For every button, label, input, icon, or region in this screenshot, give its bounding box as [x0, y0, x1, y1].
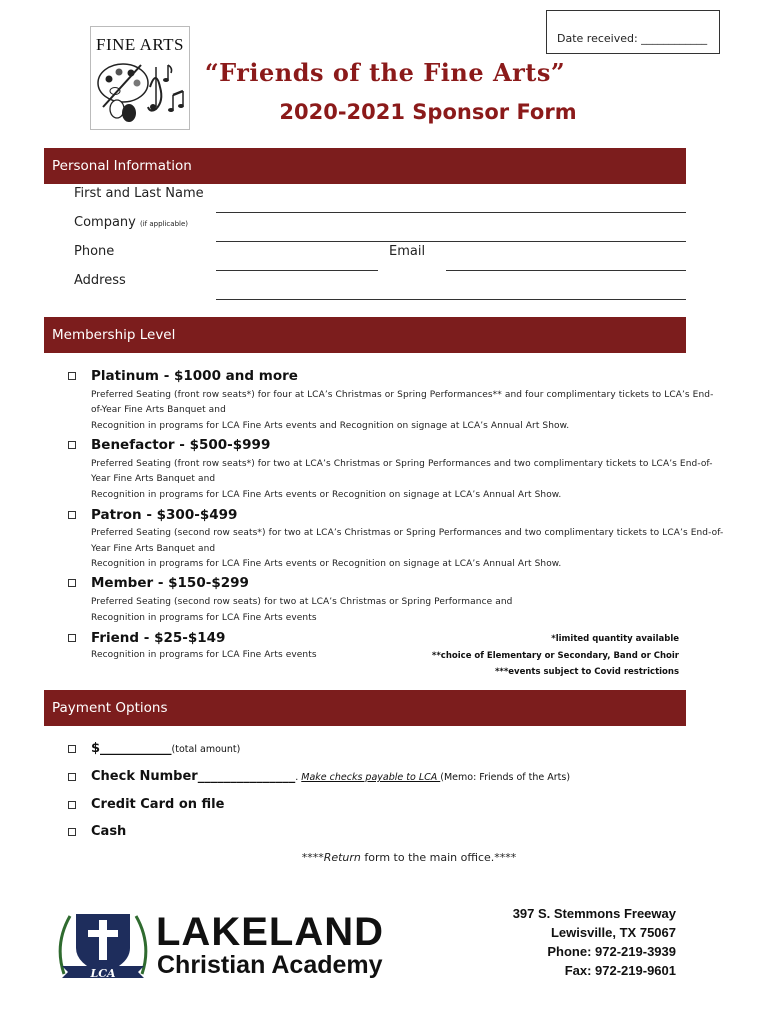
credit-card-label: Credit Card on file: [91, 797, 225, 812]
lakeland-crest-icon: [54, 908, 152, 982]
email-field[interactable]: [446, 270, 686, 271]
member-desc-line1: Preferred Seating (second row seats) for two at LCA’s Christmas or Spring Performance and: [91, 597, 513, 607]
member-title: Member - $150-$299: [91, 575, 249, 591]
platinum-title: Platinum - $1000 and more: [91, 368, 298, 384]
patron-desc-line3: Recognition in programs for LCA Fine Arts events or Recognition on signage at LCA’s Annual Art Show.: [91, 559, 562, 569]
return-instructions: ****Return form to the main office.****: [301, 851, 517, 864]
platinum-checkbox[interactable]: [68, 372, 76, 380]
school-subtitle: Christian Academy: [157, 951, 383, 979]
benefactor-desc-line2: Year Fine Arts Banquet and: [91, 474, 216, 484]
email-label: Email: [389, 244, 426, 259]
note-covid: ***events subject to Covid restrictions: [494, 667, 679, 677]
school-name: LAKELAND: [156, 910, 384, 954]
note-choice: **choice of Elementary or Secondary, Band or Choir: [431, 651, 679, 661]
benefactor-desc-line1: Preferred Seating (front row seats*) for two at LCA’s Christmas or Spring Performances and two complimentary tickets to LCA’s End-of-: [91, 459, 713, 469]
benefactor-title: Benefactor - $500-$999: [91, 437, 271, 453]
cash-label: Cash: [91, 824, 127, 839]
address-city: Lewisville, TX 75067: [550, 925, 676, 940]
check-label: Check Number_______________. Make checks payable to LCA (Memo: Friends of the Arts): [91, 769, 571, 784]
date-received-label: Date received: ____________: [557, 32, 708, 45]
amount-checkbox[interactable]: [68, 745, 76, 753]
company-field[interactable]: [216, 241, 686, 242]
patron-title: Patron - $300-$499: [91, 507, 238, 523]
check-checkbox[interactable]: [68, 773, 76, 781]
phone-field[interactable]: [216, 270, 378, 271]
payment-options-header: Payment Options: [44, 690, 686, 726]
platinum-desc-line3: Recognition in programs for LCA Fine Arts events and Recognition on signage at LCA’s Annual Art Show.: [91, 421, 570, 431]
membership-level-header: Membership Level: [44, 317, 686, 353]
school-phone: Phone: 972-219-3939: [547, 944, 676, 959]
amount-hint: (total amount): [171, 744, 241, 755]
name-field[interactable]: [216, 212, 686, 213]
school-fax: Fax: 972-219-9601: [564, 963, 676, 978]
benefactor-checkbox[interactable]: [68, 441, 76, 449]
platinum-desc-line2: of-Year Fine Arts Banquet and: [91, 405, 226, 415]
patron-checkbox[interactable]: [68, 511, 76, 519]
cash-checkbox[interactable]: [68, 828, 76, 836]
headline: “Friends of the Fine Arts”: [204, 58, 566, 87]
benefactor-desc-line3: Recognition in programs for LCA Fine Arts events or Recognition on signage at LCA’s Annual Art Show.: [91, 490, 562, 500]
address-street: 397 S. Stemmons Freeway: [512, 906, 676, 921]
amount-label: $___________(total amount): [91, 741, 241, 756]
name-label: First and Last Name: [74, 186, 204, 201]
company-label: Company (if applicable): [74, 215, 188, 230]
credit-card-checkbox[interactable]: [68, 801, 76, 809]
member-checkbox[interactable]: [68, 579, 76, 587]
friend-desc-line1: Recognition in programs for LCA Fine Arts events: [91, 650, 317, 660]
sponsor-form-title: 2020-2021 Sponsor Form: [279, 100, 577, 124]
check-payable-note: Make checks payable to LCA: [301, 772, 441, 783]
friend-title: Friend - $25-$149: [91, 630, 226, 646]
crest-text: LCA: [90, 967, 116, 980]
date-received-box[interactable]: [546, 10, 720, 54]
phone-label: Phone: [74, 244, 115, 259]
check-memo: (Memo: Friends of the Arts): [440, 772, 571, 783]
personal-info-header: Personal Information: [44, 148, 686, 184]
address-field[interactable]: [216, 299, 686, 300]
school-address: [513, 904, 676, 980]
member-desc-line2: Recognition in programs for LCA Fine Arts events: [91, 613, 317, 623]
patron-desc-line2: Year Fine Arts Banquet and: [91, 544, 216, 554]
patron-desc-line1: Preferred Seating (second row seats*) for two at LCA’s Christmas or Spring Performances and two complimentary tickets to LCA’s End-of-: [91, 528, 724, 538]
note-limited-quantity: *limited quantity available: [551, 634, 679, 644]
platinum-desc-line1: Preferred Seating (front row seats*) for four at LCA’s Christmas or Spring Performances** and four complimentary tickets to LCA’s End-: [91, 390, 714, 400]
company-hint: (if applicable): [140, 220, 188, 228]
address-label: Address: [74, 273, 126, 288]
logo-title: FINE ARTS: [95, 35, 185, 54]
friend-checkbox[interactable]: [68, 634, 76, 642]
